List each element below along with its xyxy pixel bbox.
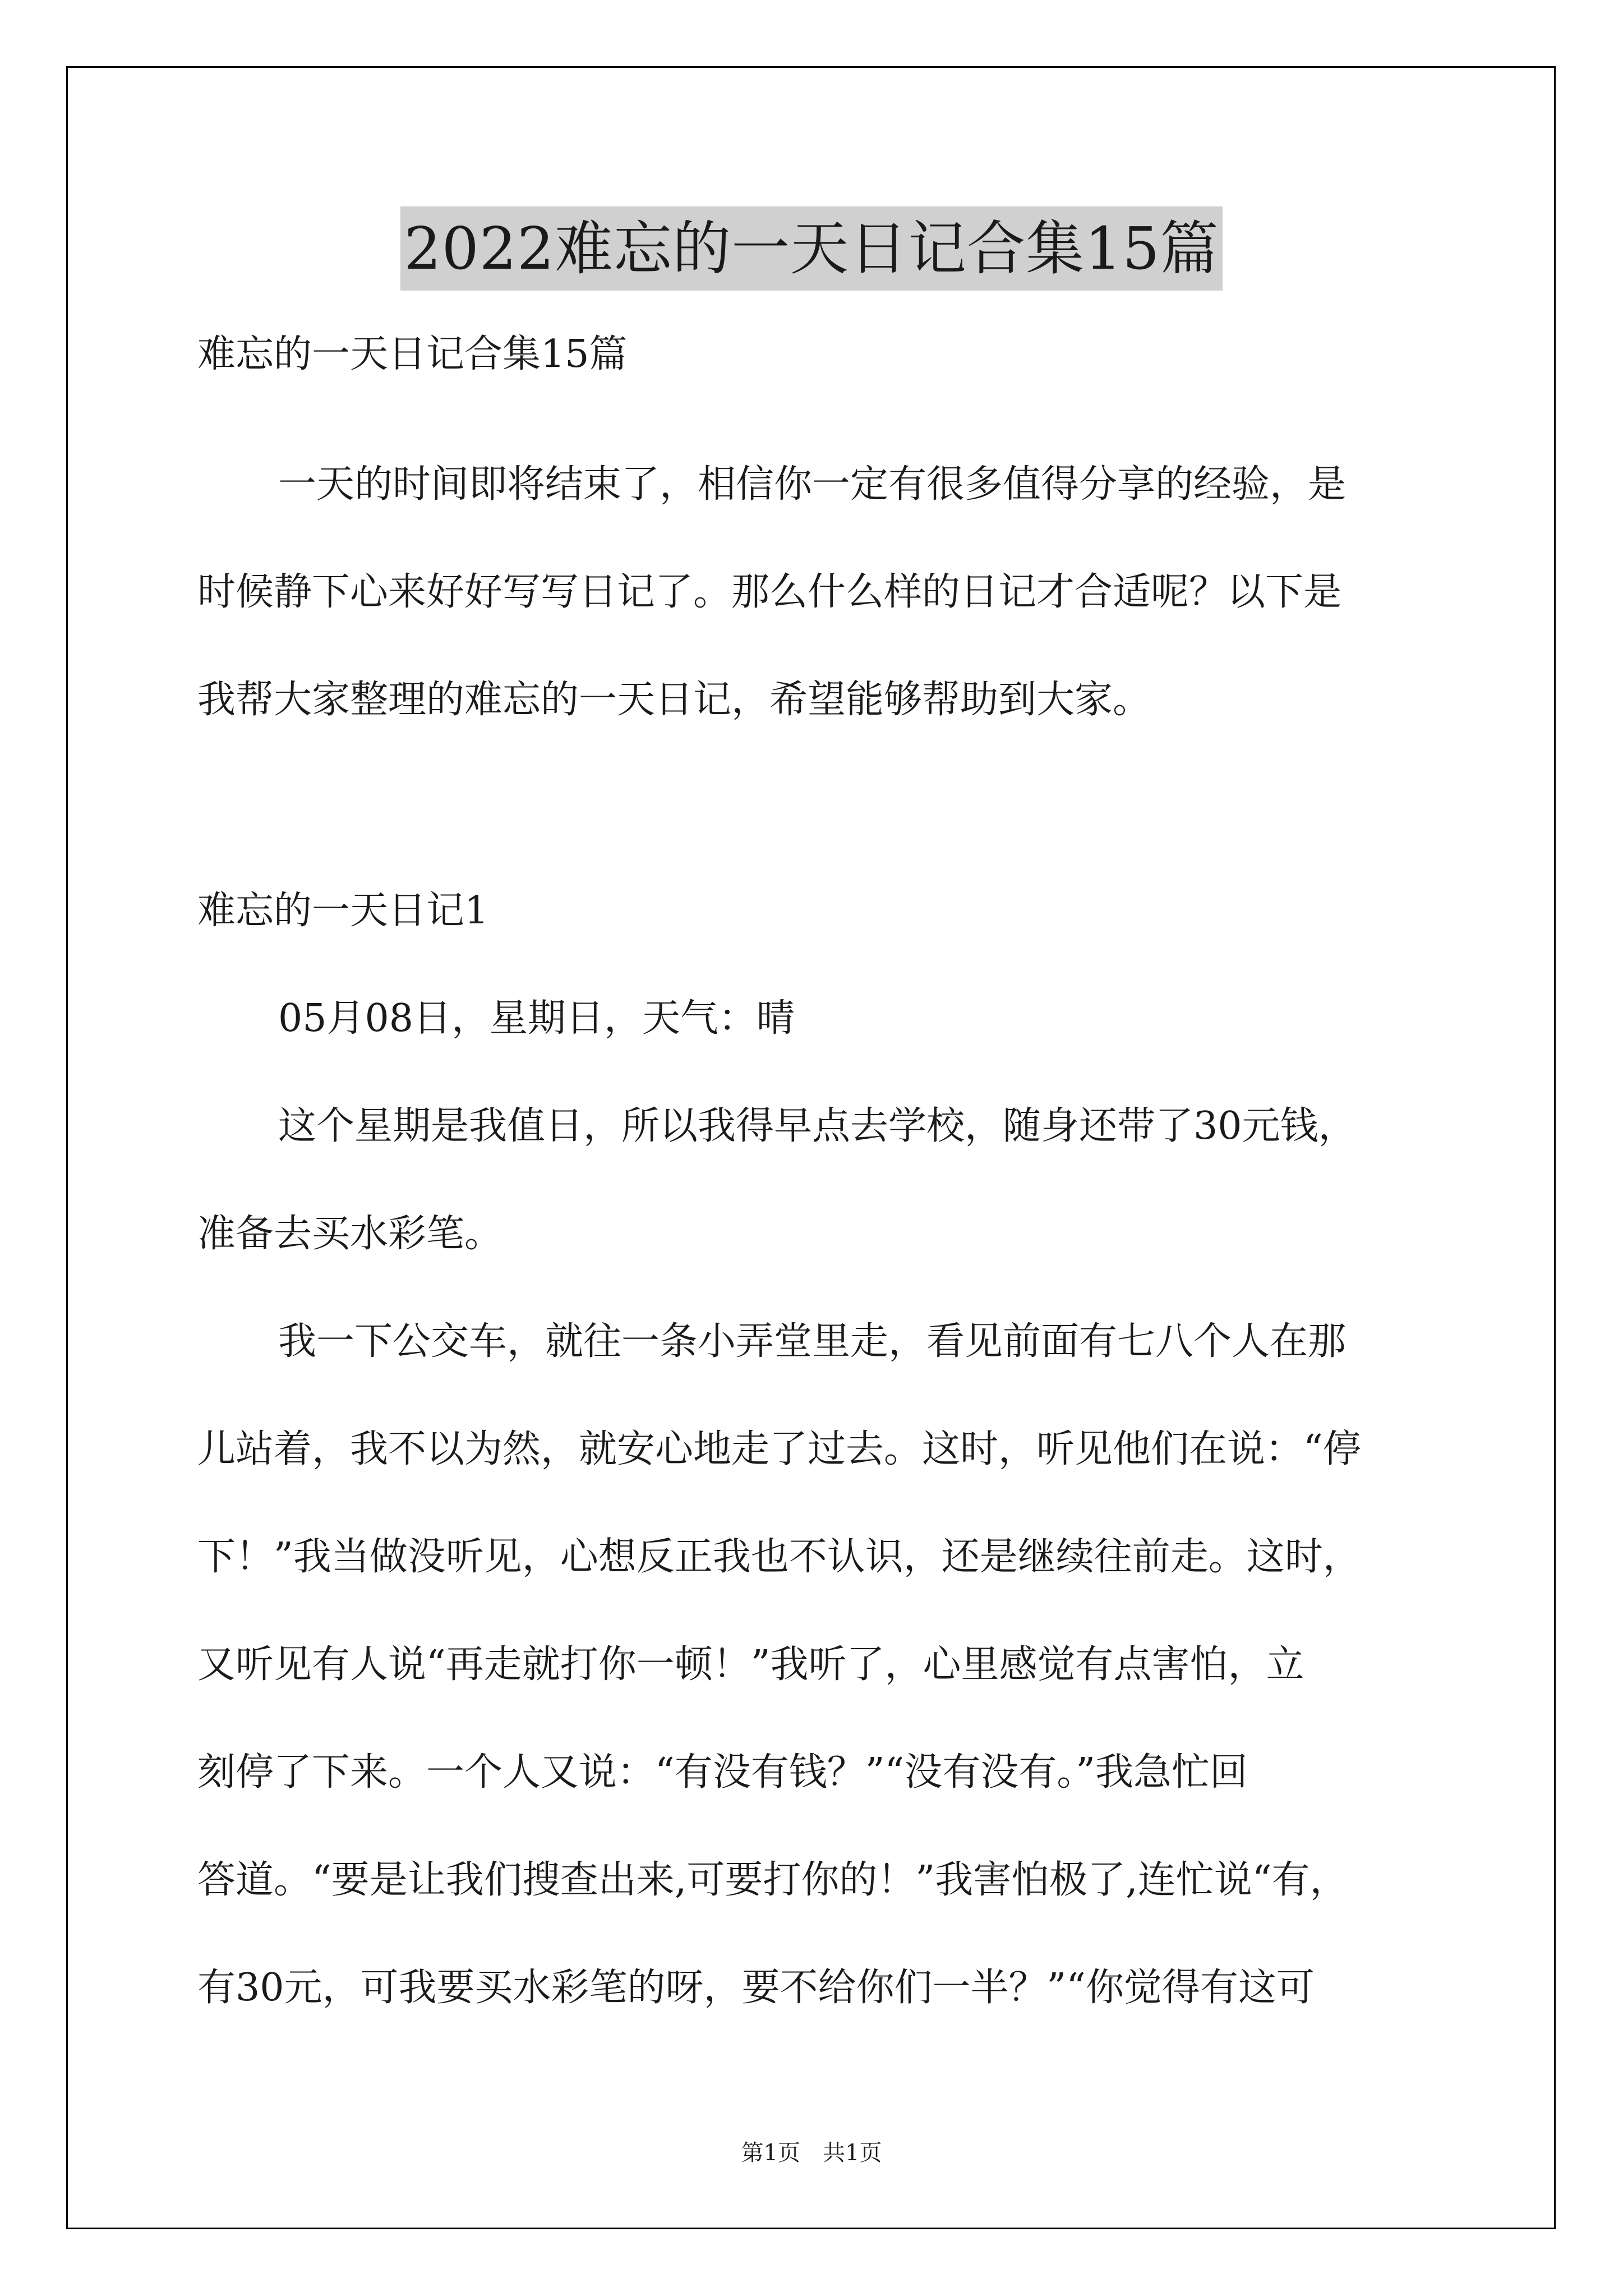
paragraph-line: 儿站着，我不以为然，就安心地走了过去。这时，听见他们在说：“停 (197, 1427, 1361, 1471)
paragraph-line: 一天的时间即将结束了，相信你一定有很多值得分享的经验，是 (278, 462, 1347, 507)
paragraph-line: 我帮大家整理的难忘的一天日记，希望能够帮助到大家。 (197, 678, 1151, 722)
paragraph-line: 时候静下心来好好写写日记了。那么什么样的日记才合适呢？以下是 (197, 570, 1342, 614)
paragraph-line: 我一下公交车，就往一条小弄堂里走，看见前面有七八个人在那 (278, 1319, 1347, 1364)
paragraph-line: 下！”我当做没听见，心想反正我也不认识，还是继续往前走。这时， (197, 1535, 1361, 1579)
title-container (0, 206, 1623, 291)
paragraph-line: 答道。“要是让我们搜查出来,可要打你的！”我害怕极了,连忙说“有， (197, 1858, 1348, 1902)
date-text: 05月08日，星期日，天气：晴 (278, 996, 795, 1041)
section-heading: 难忘的一天日记1 (197, 889, 489, 933)
paragraph-line: 又听见有人说“再走就打你一顿！”我听了，心里感觉有点害怕，立 (197, 1642, 1304, 1687)
document-title: 2022难忘的一天日记合集15篇 (400, 206, 1222, 291)
paragraph-line: 这个星期是我值日，所以我得早点去学校，随身还带了30元钱， (278, 1104, 1357, 1148)
page-number-label: 第1页 共1页 (741, 2140, 882, 2166)
paragraph-1 (197, 1073, 1454, 1288)
paragraph-2 (197, 1288, 1454, 2042)
document-subtitle: 难忘的一天日记合集15篇 (197, 332, 628, 376)
paragraph-line: 有30元，可我要买水彩笔的呀，要不给你们一半？”“你觉得有这可 (197, 1966, 1315, 2010)
intro-paragraph (197, 431, 1454, 754)
paragraph-line: 刻停了下来。一个人又说：“有没有钱？”“没有没有。”我急忙回 (197, 1750, 1248, 1795)
page-footer (0, 2136, 1623, 2170)
date-line (197, 965, 1454, 1073)
paragraph-line: 准备去买水彩笔。 (197, 1212, 503, 1256)
